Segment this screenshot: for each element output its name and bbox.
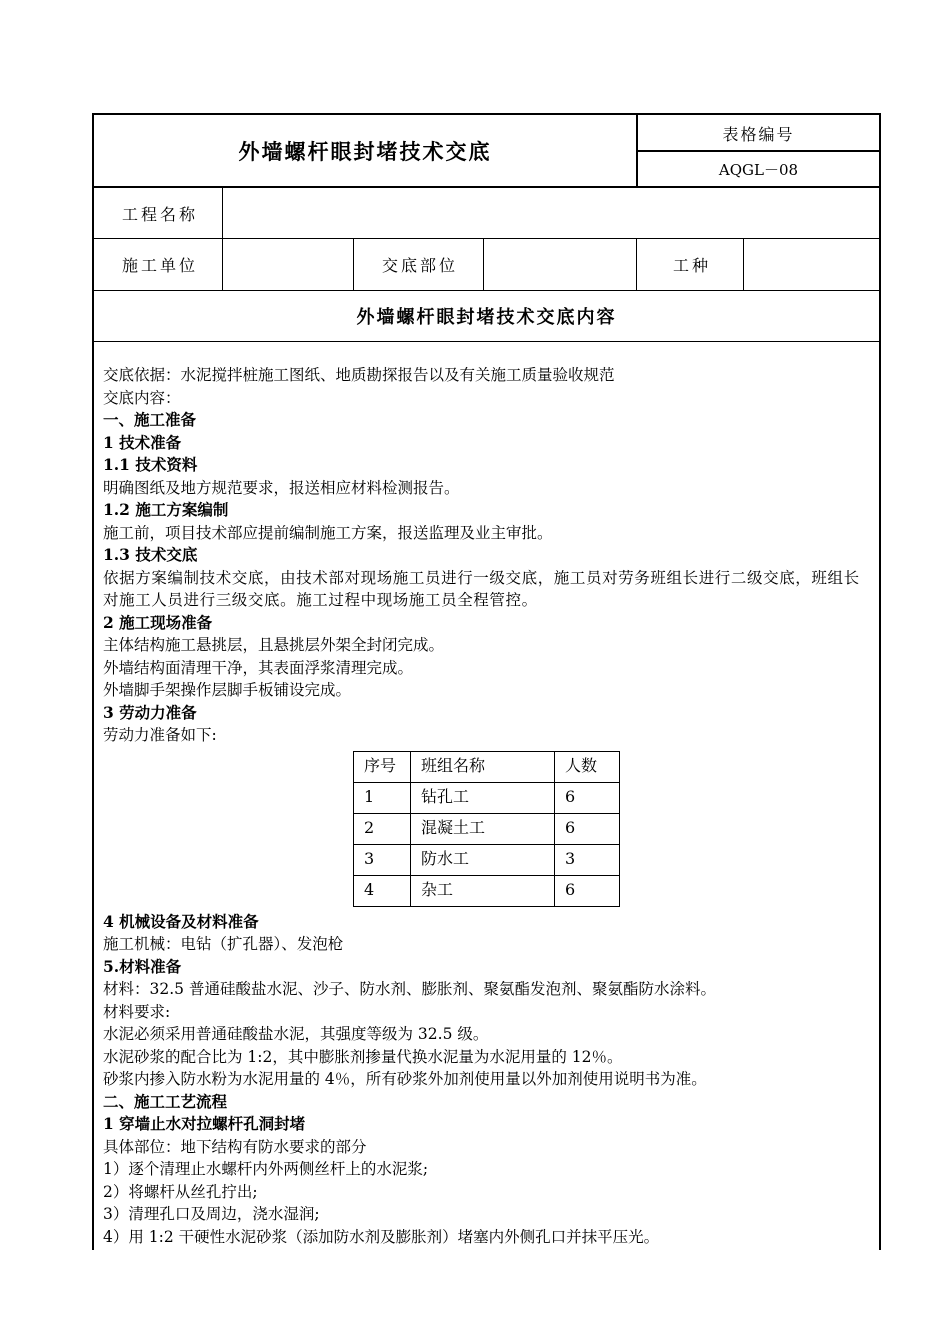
table-cell: 6: [555, 875, 620, 906]
table-cell: 4: [354, 875, 411, 906]
trade-field[interactable]: [744, 239, 879, 290]
materials-text-3: 水泥必须采用普通硅酸盐水泥，其强度等级为 32.5 级。: [103, 1025, 489, 1043]
step-1: 1）逐个清理止水螺杆内外两侧丝杆上的水泥浆;: [103, 1160, 429, 1178]
table-header: 人数: [555, 751, 620, 782]
location-label: 交底部位: [382, 256, 459, 275]
page-title: 外墙螺杆眼封堵技术交底: [238, 139, 492, 164]
section-title: 外墙螺杆眼封堵技术交底内容: [356, 307, 617, 328]
table-cell: 1: [354, 782, 411, 813]
table-cell: 杂工: [411, 875, 555, 906]
plan-text: 施工前，项目技术部应提前编制施工方案，报送监理及业主审批。: [103, 523, 553, 542]
equipment-text: 施工机械：电钻（扩孔器）、发泡枪: [103, 935, 344, 953]
heading-process: 二、施工工艺流程: [103, 1091, 228, 1111]
project-name-field[interactable]: [223, 188, 879, 238]
step-3: 3）清理孔口及周边，浇水湿润;: [103, 1205, 320, 1223]
table-cell: 防水工: [411, 844, 555, 875]
table-row: [354, 782, 620, 813]
table-cell: 3: [555, 844, 620, 875]
sealing-location-text: 具体部位：地下结构有防水要求的部分: [103, 1137, 367, 1156]
materials-text-1: 材料：32.5 普通硅酸盐水泥、沙子、防水剂、膨胀剂、聚氨酯发泡剂、聚氨酯防水涂料。: [103, 980, 716, 998]
site-prep-text-3: 外墙脚手架操作层脚手板铺设完成。: [103, 681, 352, 699]
intro-text: 交底内容：: [103, 388, 181, 407]
construction-unit-field[interactable]: [223, 239, 353, 290]
table-cell: 6: [555, 813, 620, 844]
heading-preparation: 一、施工准备: [103, 410, 197, 429]
heading-tech-disclosure: 1.3 技术交底: [103, 545, 198, 564]
heading-sealing: 1 穿墙止水对拉螺杆孔洞封堵: [103, 1114, 306, 1133]
labor-text: 劳动力准备如下:: [103, 726, 217, 744]
table-cell: 混凝土工: [411, 813, 555, 844]
disclosure-content: [103, 364, 875, 1248]
materials-text-4: 水泥砂浆的配合比为 1:2，其中膨胀剂掺量代换水泥量为水泥用量的 12％。: [103, 1047, 623, 1066]
site-prep-text-2: 外墙结构面清理干净，其表面浮浆清理完成。: [103, 658, 414, 677]
crew-table: [353, 751, 620, 907]
table-header: 序号: [354, 751, 411, 782]
table-cell: 钻孔工: [411, 782, 555, 813]
form-no-value: AQGL－08: [718, 161, 799, 179]
heading-tech-prep: 1 技术准备: [103, 432, 182, 452]
heading-materials: 5.材料准备: [103, 956, 182, 976]
form-right-border: [879, 113, 880, 1250]
site-prep-text-1: 主体结构施工悬挑层，且悬挑层外架全封闭完成。: [103, 636, 445, 654]
materials-text-2: 材料要求:: [103, 1002, 171, 1021]
construction-unit-label: 施工单位: [122, 256, 199, 275]
location-field[interactable]: [484, 239, 636, 290]
table-cell: 6: [555, 782, 620, 813]
heading-tech-docs: 1.1 技术资料: [103, 455, 198, 474]
tech-disclosure-text: 依据方案编制技术交底，由技术部对现场施工员进行一级交底，施工员对劳务班组长进行二级交底，班组长对施工人员进行三级交底。施工过程中现场施工员全程管控。: [103, 568, 860, 609]
project-name-label: 工程名称: [122, 204, 199, 224]
tech-docs-text: 明确图纸及地方规范要求，报送相应材料检测报告。: [103, 478, 460, 497]
table-row: [354, 875, 620, 906]
table-row: [354, 813, 620, 844]
form-no-label: 表格编号: [722, 124, 795, 144]
table-header: 班组名称: [411, 751, 555, 782]
trade-label: 工种: [673, 256, 712, 275]
heading-equipment: 4 机械设备及材料准备: [103, 911, 259, 931]
step-2: 2）将螺杆从丝孔拧出;: [103, 1182, 258, 1201]
step-4: 4）用 1:2 干硬性水泥砂浆（添加防水剂及膨胀剂）堵塞内外侧孔口并抹平压光。: [103, 1227, 660, 1246]
heading-site-prep: 2 施工现场准备: [103, 612, 213, 632]
basis-text: 交底依据：水泥搅拌桩施工图纸、地质勘探报告以及有关施工质量验收规范: [103, 366, 615, 384]
table-cell: 2: [354, 813, 411, 844]
table-header-row: [354, 751, 620, 782]
heading-plan: 1.2 施工方案编制: [103, 500, 229, 519]
row-divider: [93, 341, 880, 342]
heading-labor: 3 劳动力准备: [103, 702, 197, 722]
table-cell: 3: [354, 844, 411, 875]
materials-text-5: 砂浆内掺入防水粉为水泥用量的 4％，所有砂浆外加剂使用量以外加剂使用说明书为准。: [103, 1070, 707, 1088]
table-row: [354, 844, 620, 875]
